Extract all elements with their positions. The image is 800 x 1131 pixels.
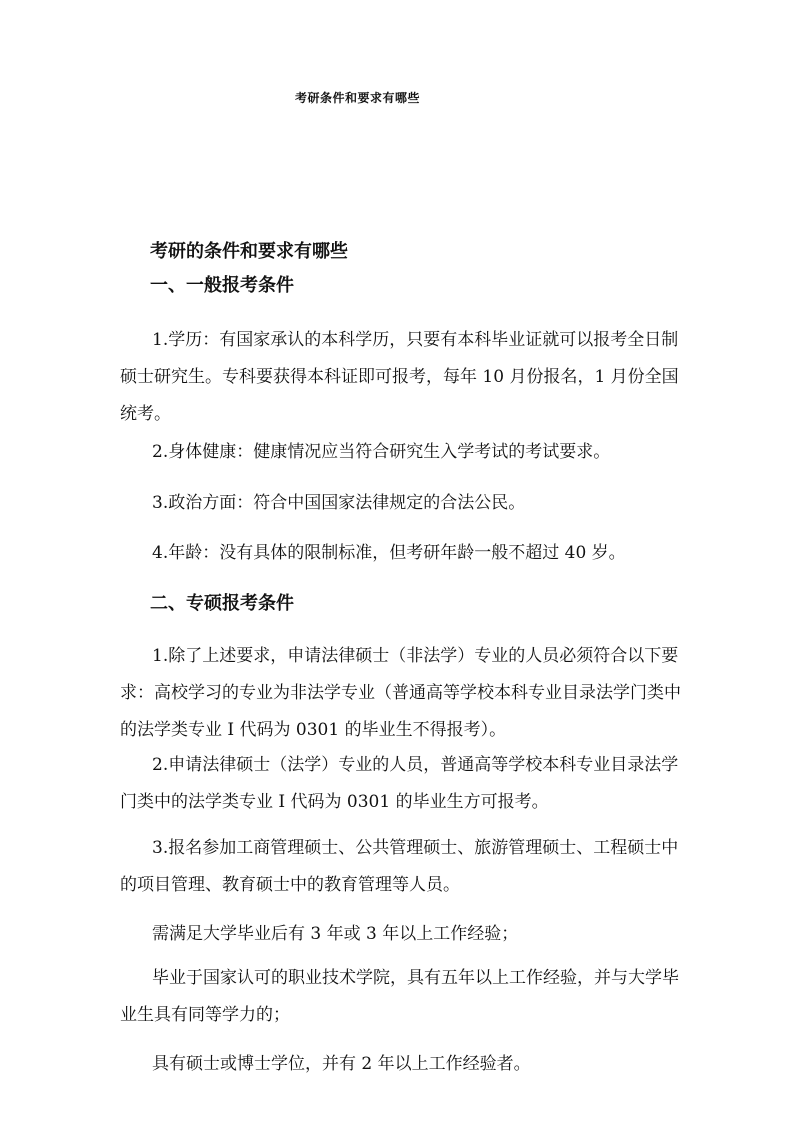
document-title: 考研的条件和要求有哪些 <box>150 241 348 262</box>
section-heading-general: 一、一般报考条件 <box>150 275 294 296</box>
paragraph-requirement-degree: 具有硕士或博士学位，并有 2 年以上工作经验者。 <box>152 1054 531 1074</box>
section-heading-professional: 二、专硕报考条件 <box>150 593 294 614</box>
paragraph-politics: 3.政治方面：符合中国国家法律规定的合法公民。 <box>152 493 526 513</box>
paragraph-health: 2.身体健康：健康情况应当符合研究生入学考试的考试要求。 <box>152 442 611 462</box>
paragraph-education: 1.学历：有国家承认的本科学历，只要有本科毕业证就可以报考全日制硕士研究生。专科要获得本科证即可报考，每年 10 月份报名，1 月份全国统考。 <box>120 330 679 424</box>
paragraph-law-law: 2.申请法律硕士（法学）专业的人员，普通高等学校本科专业目录法学门类中的法学类专业 I 代码为 0301 的毕业生方可报考。 <box>120 755 679 812</box>
page-header-title: 考研条件和要求有哪些 <box>295 91 421 105</box>
paragraph-age: 4.年龄：没有具体的限制标准，但考研年龄一般不超过 40 岁。 <box>152 543 626 563</box>
paragraph-law-nonlaw: 1.除了上述要求，申请法律硕士（非法学）专业的人员必须符合以下要求：高校学习的专业为非法学专业（普通高等学校本科专业目录法学门类中的法学类专业 I 代码为 0301 的毕业生不得报考）。 <box>120 646 681 740</box>
paragraph-requirement-3-years: 需满足大学毕业后有 3 年或 3 年以上工作经验； <box>152 924 519 944</box>
paragraph-management-degrees: 3.报名参加工商管理硕士、公共管理硕士、旅游管理硕士、工程硕士中的项目管理、教育硕士中的教育管理等人员。 <box>120 838 679 895</box>
paragraph-requirement-vocational: 毕业于国家认可的职业技术学院，具有五年以上工作经验，并与大学毕业生具有同等学力的； <box>120 968 679 1025</box>
